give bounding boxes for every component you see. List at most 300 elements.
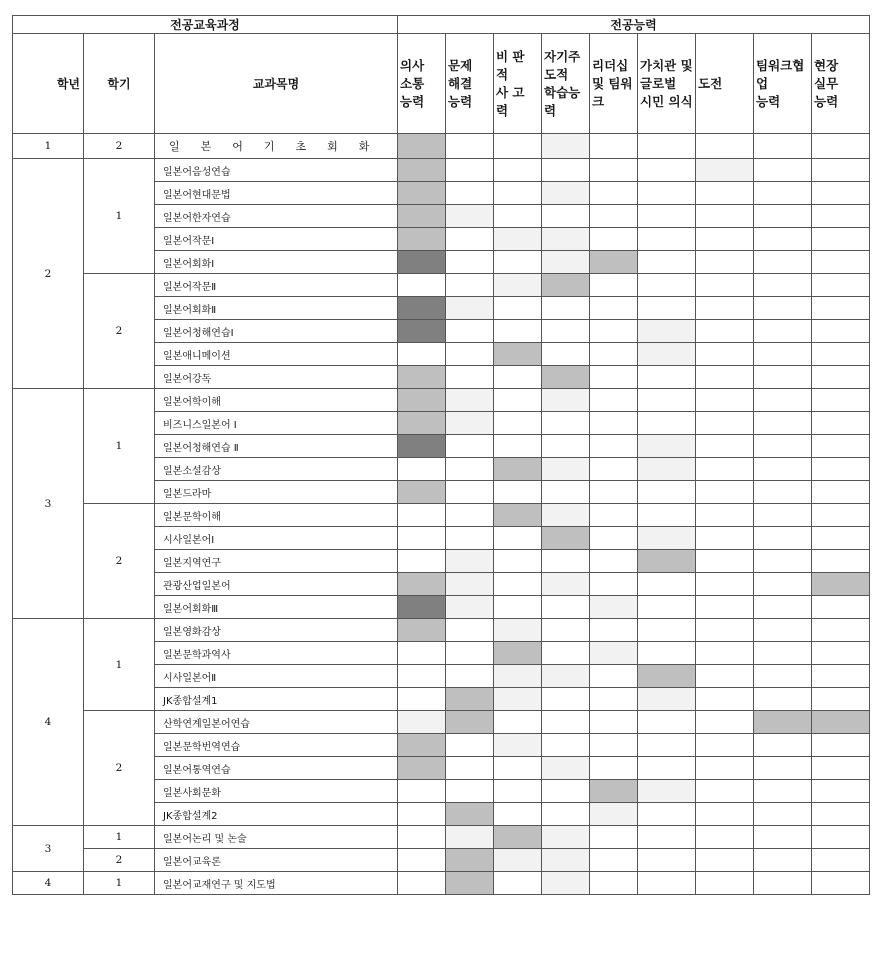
competency-level-cell (494, 274, 542, 297)
competency-level-cell (494, 849, 542, 872)
competency-level-cell (446, 734, 494, 757)
competency-level-cell (398, 665, 446, 688)
competency-level-cell (812, 274, 870, 297)
competency-level-cell (812, 159, 870, 182)
year-header: 학년 (13, 34, 84, 134)
competency-level-cell (398, 159, 446, 182)
competency-level-cell (696, 642, 754, 665)
competency-level-cell (542, 159, 590, 182)
year-cell: 3 (13, 826, 84, 872)
competency-level-cell (590, 228, 638, 251)
competency-level-cell (638, 550, 696, 573)
year-cell: 2 (13, 159, 84, 389)
course-name-cell: 일본영화감상 (155, 619, 398, 642)
competency-level-cell (696, 366, 754, 389)
competency-level-cell (696, 458, 754, 481)
competency-level-cell (398, 849, 446, 872)
competency-level-cell (542, 504, 590, 527)
competency-header: 리더십 및 팀워 크 (590, 34, 638, 134)
competency-level-cell (446, 757, 494, 780)
competency-level-cell (446, 274, 494, 297)
competency-level-cell (446, 134, 494, 159)
course-name-cell: 일본어회화Ⅲ (155, 596, 398, 619)
competency-level-cell (812, 435, 870, 458)
competency-level-cell (446, 182, 494, 205)
course-name-cell: 시사일본어Ⅱ (155, 665, 398, 688)
competency-level-cell (812, 642, 870, 665)
competency-level-cell (638, 366, 696, 389)
competency-level-cell (446, 412, 494, 435)
competency-level-cell (590, 803, 638, 826)
competency-level-cell (754, 389, 812, 412)
competency-level-cell (754, 527, 812, 550)
competency-level-cell (542, 458, 590, 481)
competency-level-cell (494, 435, 542, 458)
competency-level-cell (446, 826, 494, 849)
semester-cell: 1 (84, 159, 155, 274)
competency-level-cell (638, 320, 696, 343)
competency-level-cell (446, 665, 494, 688)
competency-level-cell (494, 734, 542, 757)
competency-level-cell (638, 504, 696, 527)
competency-level-cell (446, 688, 494, 711)
competency-level-cell (696, 688, 754, 711)
competency-level-cell (446, 780, 494, 803)
competency-level-cell (446, 228, 494, 251)
competency-level-cell (446, 872, 494, 895)
competency-level-cell (398, 274, 446, 297)
competency-level-cell (398, 435, 446, 458)
competency-level-cell (398, 688, 446, 711)
competency-level-cell (494, 757, 542, 780)
competency-level-cell (590, 826, 638, 849)
competency-level-cell (446, 435, 494, 458)
course-name-cell: 일본문학이해 (155, 504, 398, 527)
competency-header: 가치관 및 글로벌 시민 의식 (638, 34, 696, 134)
competency-level-cell (398, 389, 446, 412)
competency-level-cell (590, 642, 638, 665)
course-name-cell: 일본어교재연구 및 지도법 (155, 872, 398, 895)
competency-level-cell (754, 320, 812, 343)
competency-level-cell (494, 642, 542, 665)
course-name-cell: 일본지역연구 (155, 550, 398, 573)
competency-level-cell (812, 849, 870, 872)
competency-level-cell (446, 573, 494, 596)
competency-level-cell (754, 803, 812, 826)
course-name-cell: 일본문학과역사 (155, 642, 398, 665)
competency-level-cell (696, 134, 754, 159)
competency-level-cell (494, 504, 542, 527)
course-row (13, 504, 870, 527)
competency-level-cell (542, 134, 590, 159)
competency-level-cell (754, 665, 812, 688)
competency-level-cell (542, 435, 590, 458)
competency-level-cell (590, 849, 638, 872)
competency-level-cell (696, 182, 754, 205)
competency-level-cell (542, 251, 590, 274)
competency-level-cell (696, 550, 754, 573)
competency-level-cell (446, 619, 494, 642)
competency-level-cell (494, 458, 542, 481)
competency-level-cell (812, 596, 870, 619)
competency-level-cell (494, 320, 542, 343)
competency-level-cell (542, 757, 590, 780)
competency-level-cell (494, 619, 542, 642)
competency-header: 팀워크협 업 능력 (754, 34, 812, 134)
course-name-cell: 일본어논리 및 논술 (155, 826, 398, 849)
competency-level-cell (696, 573, 754, 596)
competency-level-cell (638, 757, 696, 780)
competency-level-cell (812, 757, 870, 780)
competency-header: 문제 해결 능력 (446, 34, 494, 134)
competency-level-cell (494, 803, 542, 826)
course-name-cell: 일본애니메이션 (155, 343, 398, 366)
competency-level-cell (696, 757, 754, 780)
course-name-cell: 일본어음성연습 (155, 159, 398, 182)
competency-level-cell (446, 389, 494, 412)
competency-level-cell (638, 688, 696, 711)
competency-level-cell (754, 688, 812, 711)
course-name-cell: 일본어작문Ⅰ (155, 228, 398, 251)
competency-level-cell (494, 780, 542, 803)
competency-level-cell (590, 757, 638, 780)
competency-level-cell (812, 412, 870, 435)
competency-level-cell (812, 458, 870, 481)
semester-cell: 1 (84, 826, 155, 849)
competency-level-cell (754, 274, 812, 297)
course-name-cell: 비즈니스일본어 Ⅰ (155, 412, 398, 435)
competency-level-cell (494, 688, 542, 711)
competency-level-cell (398, 481, 446, 504)
competency-level-cell (398, 320, 446, 343)
competency-level-cell (754, 711, 812, 734)
competency-level-cell (696, 435, 754, 458)
course-row (13, 711, 870, 734)
competency-level-cell (446, 343, 494, 366)
competency-level-cell (398, 596, 446, 619)
course-row (13, 872, 870, 895)
competency-level-cell (754, 780, 812, 803)
competency-level-cell (590, 412, 638, 435)
competency-level-cell (754, 504, 812, 527)
semester-cell: 2 (84, 504, 155, 619)
competency-level-cell (494, 343, 542, 366)
competency-level-cell (812, 228, 870, 251)
competency-level-cell (812, 688, 870, 711)
competency-level-cell (446, 711, 494, 734)
course-name-cell: 일본문학번역연습 (155, 734, 398, 757)
course-name-cell: 일본드라마 (155, 481, 398, 504)
course-row (13, 389, 870, 412)
competency-level-cell (638, 228, 696, 251)
competency-level-cell (398, 872, 446, 895)
competency-level-cell (812, 734, 870, 757)
competency-level-cell (638, 134, 696, 159)
competency-level-cell (696, 780, 754, 803)
competency-level-cell (696, 412, 754, 435)
competency-level-cell (590, 596, 638, 619)
competency-level-cell (446, 550, 494, 573)
competency-level-cell (638, 297, 696, 320)
competency-level-cell (494, 550, 542, 573)
competency-level-cell (812, 803, 870, 826)
competency-level-cell (754, 297, 812, 320)
competency-level-cell (754, 481, 812, 504)
competency-level-cell (812, 711, 870, 734)
competency-level-cell (696, 159, 754, 182)
course-name-cell: JK종합설계2 (155, 803, 398, 826)
competency-header: 도전 (696, 34, 754, 134)
competency-level-cell (812, 481, 870, 504)
competency-level-cell (398, 504, 446, 527)
competency-level-cell (542, 619, 590, 642)
course-name-cell: 산학연계일본어연습 (155, 711, 398, 734)
year-cell: 1 (13, 134, 84, 159)
competency-level-cell (590, 734, 638, 757)
competency-level-cell (812, 343, 870, 366)
competency-level-cell (638, 159, 696, 182)
competency-level-cell (638, 596, 696, 619)
competency-level-cell (812, 205, 870, 228)
competency-level-cell (398, 182, 446, 205)
competency-level-cell (494, 573, 542, 596)
competency-level-cell (812, 619, 870, 642)
competency-level-cell (638, 780, 696, 803)
competency-level-cell (446, 251, 494, 274)
competency-level-cell (590, 251, 638, 274)
competency-level-cell (638, 573, 696, 596)
competency-group-header: 전공능력 (398, 16, 870, 34)
competency-level-cell (754, 573, 812, 596)
competency-level-cell (696, 320, 754, 343)
competency-level-cell (812, 389, 870, 412)
semester-cell: 2 (84, 274, 155, 389)
competency-level-cell (542, 665, 590, 688)
competency-level-cell (494, 527, 542, 550)
competency-level-cell (590, 182, 638, 205)
curriculum-group-header: 전공교육과정 (13, 16, 398, 34)
competency-level-cell (398, 134, 446, 159)
competency-level-cell (398, 458, 446, 481)
semester-cell: 1 (84, 872, 155, 895)
competency-header: 자기주 도적 학습능 력 (542, 34, 590, 134)
competency-level-cell (638, 872, 696, 895)
competency-level-cell (812, 550, 870, 573)
competency-level-cell (696, 734, 754, 757)
competency-level-cell (696, 527, 754, 550)
semester-cell: 2 (84, 711, 155, 826)
competency-level-cell (494, 366, 542, 389)
competency-level-cell (638, 665, 696, 688)
competency-level-cell (696, 826, 754, 849)
competency-level-cell (590, 711, 638, 734)
competency-level-cell (542, 527, 590, 550)
competency-level-cell (638, 619, 696, 642)
competency-level-cell (590, 573, 638, 596)
competency-level-cell (812, 251, 870, 274)
competency-level-cell (542, 343, 590, 366)
competency-level-cell (638, 826, 696, 849)
competency-level-cell (542, 688, 590, 711)
competency-level-cell (446, 803, 494, 826)
competency-level-cell (754, 182, 812, 205)
competency-header: 의사 소통 능력 (398, 34, 446, 134)
competency-level-cell (754, 458, 812, 481)
competency-level-cell (590, 481, 638, 504)
competency-level-cell (542, 412, 590, 435)
competency-level-cell (812, 182, 870, 205)
course-name-cell: 일본어학이해 (155, 389, 398, 412)
competency-level-cell (590, 366, 638, 389)
competency-level-cell (812, 366, 870, 389)
competency-level-cell (590, 665, 638, 688)
competency-level-cell (812, 573, 870, 596)
course-row (13, 159, 870, 182)
competency-level-cell (638, 527, 696, 550)
competency-level-cell (542, 550, 590, 573)
course-name-cell: 일본어기초회화 (155, 134, 398, 159)
semester-header: 학기 (84, 34, 155, 134)
competency-level-cell (590, 872, 638, 895)
competency-level-cell (754, 550, 812, 573)
competency-level-cell (754, 734, 812, 757)
competency-table (12, 15, 870, 895)
competency-level-cell (398, 228, 446, 251)
competency-level-cell (542, 642, 590, 665)
competency-level-cell (638, 182, 696, 205)
competency-level-cell (754, 872, 812, 895)
competency-level-cell (398, 412, 446, 435)
course-name-cell: 일본어현대문법 (155, 182, 398, 205)
competency-matrix (12, 15, 870, 895)
course-row (13, 826, 870, 849)
competency-level-cell (494, 665, 542, 688)
competency-level-cell (542, 872, 590, 895)
competency-level-cell (494, 251, 542, 274)
competency-level-cell (696, 803, 754, 826)
competency-level-cell (542, 780, 590, 803)
year-cell: 4 (13, 872, 84, 895)
competency-level-cell (638, 849, 696, 872)
competency-level-cell (398, 711, 446, 734)
competency-level-cell (754, 849, 812, 872)
competency-level-cell (638, 389, 696, 412)
competency-level-cell (398, 251, 446, 274)
competency-level-cell (398, 619, 446, 642)
semester-cell: 1 (84, 619, 155, 711)
competency-level-cell (542, 320, 590, 343)
competency-level-cell (754, 134, 812, 159)
competency-level-cell (638, 711, 696, 734)
competency-level-cell (812, 665, 870, 688)
competency-level-cell (446, 504, 494, 527)
competency-level-cell (590, 504, 638, 527)
course-row (13, 619, 870, 642)
competency-level-cell (494, 228, 542, 251)
competency-level-cell (754, 412, 812, 435)
competency-level-cell (398, 642, 446, 665)
competency-header: 비 판 적 사 고 력 (494, 34, 542, 134)
competency-level-cell (398, 734, 446, 757)
competency-level-cell (494, 389, 542, 412)
competency-level-cell (696, 619, 754, 642)
competency-level-cell (590, 320, 638, 343)
competency-level-cell (754, 228, 812, 251)
course-rows (13, 134, 870, 895)
competency-level-cell (494, 205, 542, 228)
competency-level-cell (398, 297, 446, 320)
course-row (13, 134, 870, 159)
competency-level-cell (754, 251, 812, 274)
competency-level-cell (696, 711, 754, 734)
competency-level-cell (494, 412, 542, 435)
competency-level-cell (446, 320, 494, 343)
course-name-cell: 일본어작문Ⅱ (155, 274, 398, 297)
competency-level-cell (542, 711, 590, 734)
competency-level-cell (696, 343, 754, 366)
competency-level-cell (812, 527, 870, 550)
competency-level-cell (494, 182, 542, 205)
course-name-cell: 일본어회화Ⅰ (155, 251, 398, 274)
course-name-cell: 일본어청해연습Ⅰ (155, 320, 398, 343)
competency-level-cell (542, 734, 590, 757)
competency-level-cell (494, 481, 542, 504)
competency-level-cell (542, 228, 590, 251)
competency-level-cell (398, 573, 446, 596)
competency-level-cell (638, 481, 696, 504)
year-cell: 3 (13, 389, 84, 619)
competency-level-cell (398, 780, 446, 803)
competency-level-cell (812, 826, 870, 849)
competency-level-cell (494, 872, 542, 895)
competency-level-cell (590, 343, 638, 366)
competency-level-cell (446, 297, 494, 320)
competency-level-cell (696, 297, 754, 320)
course-row (13, 274, 870, 297)
competency-level-cell (590, 274, 638, 297)
competency-level-cell (590, 688, 638, 711)
competency-level-cell (590, 435, 638, 458)
competency-level-cell (590, 205, 638, 228)
competency-level-cell (398, 550, 446, 573)
competency-level-cell (696, 504, 754, 527)
competency-level-cell (812, 297, 870, 320)
competency-level-cell (754, 343, 812, 366)
competency-level-cell (754, 757, 812, 780)
competency-level-cell (542, 274, 590, 297)
competency-level-cell (638, 435, 696, 458)
competency-level-cell (754, 435, 812, 458)
competency-level-cell (812, 780, 870, 803)
course-name-cell: 일본사회문화 (155, 780, 398, 803)
competency-level-cell (590, 134, 638, 159)
competency-level-cell (446, 596, 494, 619)
competency-level-cell (446, 159, 494, 182)
competency-level-cell (590, 159, 638, 182)
course-name-cell: 일본어청해연습 Ⅱ (155, 435, 398, 458)
year-cell: 4 (13, 619, 84, 826)
competency-level-cell (590, 619, 638, 642)
competency-level-cell (754, 642, 812, 665)
competency-level-cell (590, 297, 638, 320)
competency-level-cell (542, 205, 590, 228)
competency-level-cell (398, 826, 446, 849)
competency-level-cell (638, 734, 696, 757)
competency-level-cell (446, 642, 494, 665)
competency-level-cell (696, 849, 754, 872)
competency-level-cell (494, 596, 542, 619)
competency-level-cell (638, 343, 696, 366)
